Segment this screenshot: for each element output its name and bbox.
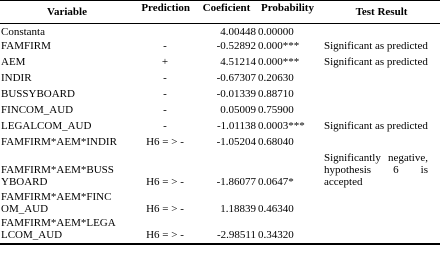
variable-cell: LEGALCOM_AUD <box>1 119 92 132</box>
prediction-cell: - <box>163 71 167 84</box>
variable-cell: AEM <box>1 55 26 68</box>
probability-cell: 0.34320 <box>257 217 323 244</box>
probability-cell: 0.0003*** <box>258 119 305 132</box>
table-row <box>0 104 440 120</box>
probability-cell: 0.000*** <box>258 55 300 68</box>
result-cell <box>323 72 440 88</box>
probability-cell: 0.000*** <box>258 39 300 52</box>
coefficient-cell: -0.52892 <box>216 39 256 52</box>
prediction-cell: H6 = > - <box>134 217 196 244</box>
prediction-cell: + <box>161 55 169 68</box>
result-cell <box>323 24 440 40</box>
probability-cell: 0.68040 <box>258 135 294 148</box>
variable-cell: Constanta <box>1 26 45 38</box>
coefficient-cell: -1.05204 <box>216 135 256 148</box>
coefficient-cell: -1.01138 <box>216 119 256 132</box>
table-row <box>0 56 440 72</box>
header-coefficient: Coeficient <box>196 1 257 24</box>
variable-cell: FINCOM_AUD <box>1 103 74 116</box>
prediction-cell: H6 = > - <box>146 202 184 215</box>
result-cell <box>323 88 440 104</box>
merged-result-text: Significantly negative, hypothesis 6 is accepted <box>324 151 428 188</box>
result-cell <box>323 104 440 120</box>
variable-cell <box>0 152 134 190</box>
result-cell: Significant as predicted <box>324 119 428 132</box>
header-probability: Probability <box>257 1 323 24</box>
result-cell <box>323 190 440 217</box>
table-row <box>0 152 440 190</box>
coefficient-cell: 4.51214 <box>220 55 256 68</box>
coefficient-cell: 0.05009 <box>220 103 256 116</box>
coefficient-cell: 4.00448 <box>220 26 256 38</box>
variable-cell: BUSSYBOARD <box>1 87 75 100</box>
table-row <box>0 24 440 40</box>
header-variable: Variable <box>0 1 134 24</box>
result-cell <box>323 217 440 244</box>
header-prediction: Prediction <box>134 1 196 24</box>
table-row <box>0 72 440 88</box>
table-row <box>0 136 440 152</box>
coefficient-cell: 1.18839 <box>220 202 256 215</box>
table-header-row <box>0 1 440 24</box>
probability-cell: 0.00000 <box>258 26 294 38</box>
variable-cell <box>0 217 134 244</box>
variable-cell <box>0 190 134 217</box>
variable-cell: FAMFIRM*AEM*INDIR <box>1 135 117 148</box>
probability-cell: 0.0647* <box>258 175 294 188</box>
prediction-cell <box>134 24 196 40</box>
variable-cell: FAMFIRM <box>1 39 51 52</box>
coefficient-cell: -2.98511 <box>196 217 257 244</box>
prediction-cell: - <box>163 87 167 100</box>
coefficient-cell: -0.67307 <box>216 71 256 84</box>
variable-text: FAMFIRM*AEM*FINCOM_AUD <box>1 190 112 215</box>
probability-cell: 0.75900 <box>258 103 294 116</box>
table-row <box>0 190 440 217</box>
coefficient-cell: -0.01339 <box>216 87 256 100</box>
result-cell: Significant as predicted <box>324 39 428 52</box>
prediction-cell: H6 = > - <box>146 135 184 148</box>
variable-text: FAMFIRM*AEM*LEGALCOM_AUD <box>1 216 116 241</box>
probability-cell: 0.46340 <box>258 202 294 215</box>
header-test-result: Test Result <box>323 1 440 24</box>
variable-cell: INDIR <box>1 71 32 84</box>
table-row <box>0 120 440 136</box>
table-row <box>0 217 440 244</box>
coefficient-cell: -1.86077 <box>216 175 256 188</box>
probability-cell: 0.20630 <box>258 71 294 84</box>
prediction-cell: H6 = > - <box>146 175 184 188</box>
prediction-cell: - <box>163 119 167 132</box>
variable-text: FAMFIRM*AEM*BUSSYBOARD <box>1 163 114 188</box>
probability-cell: 0.88710 <box>258 87 294 100</box>
result-cell <box>323 152 440 190</box>
result-cell <box>323 136 440 152</box>
prediction-cell: - <box>163 39 167 52</box>
table-row <box>0 40 440 56</box>
prediction-cell: - <box>163 103 167 116</box>
table-row <box>0 88 440 104</box>
result-cell: Significant as predicted <box>324 55 428 68</box>
